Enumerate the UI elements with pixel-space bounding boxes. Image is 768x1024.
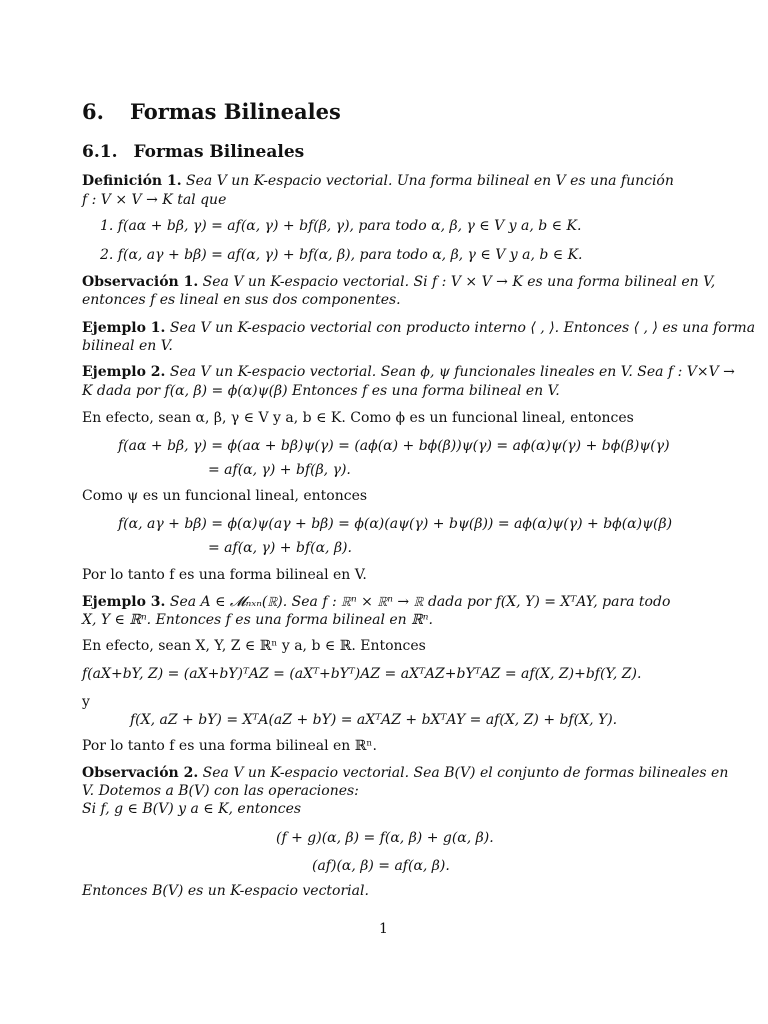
definition-1-line-1 bbox=[82, 172, 674, 190]
observation-label: Observación 1. bbox=[82, 274, 199, 290]
equation: (f + g)(α, β) = f(α, β) + g(α, β). bbox=[276, 830, 494, 846]
observation-2-line-3: Si f, g ∈ B(V) y a ∈ K, entonces bbox=[82, 801, 302, 817]
definition-text: Sea V un K-espacio vectorial. Una forma bilineal en V es una función bbox=[186, 173, 674, 189]
example-1-line-2: bilineal en V. bbox=[82, 338, 173, 354]
conjunction-text: y bbox=[82, 694, 90, 710]
equation: f(aα + bβ, γ) = ϕ(aα + bβ)ψ(γ) = (aϕ(α) + bϕ(β))ψ(γ) = aϕ(α)ψ(γ) + bϕ(β)ψ(γ) bbox=[118, 438, 670, 454]
example-label: Ejemplo 3. bbox=[82, 594, 166, 610]
observation-label: Observación 2. bbox=[82, 765, 199, 781]
proof-paragraph: En efecto, sean X, Y, Z ∈ ℝⁿ y a, b ∈ ℝ. Entonces bbox=[82, 638, 426, 654]
subsection-heading bbox=[82, 141, 304, 163]
proof-conclusion: Por lo tanto f es una forma bilineal en V. bbox=[82, 567, 367, 583]
example-2-line-1 bbox=[82, 363, 735, 381]
observation-1-line-1 bbox=[82, 273, 715, 291]
equation: f(X, aZ + bY) = XᵀA(aZ + bY) = aXᵀAZ + bXᵀAY = af(X, Z) + bf(X, Y). bbox=[130, 712, 618, 728]
example-3-line-1 bbox=[82, 593, 670, 611]
equation: = af(α, γ) + bf(α, β). bbox=[208, 540, 352, 556]
definition-1-line-2: f : V × V → K tal que bbox=[82, 192, 227, 208]
proof-paragraph: Como ψ es un funcional lineal, entonces bbox=[82, 488, 368, 504]
example-text: Sea V un K-espacio vectorial con producto interno ⟨ , ⟩. Entonces ⟨ , ⟩ es una forma bbox=[169, 320, 756, 336]
example-label: Ejemplo 1. bbox=[82, 320, 166, 336]
equation: (af)(α, β) = af(α, β). bbox=[312, 858, 450, 874]
section-heading bbox=[82, 100, 341, 124]
definition-label: Definición 1. bbox=[82, 173, 182, 189]
equation: = af(α, γ) + bf(β, γ). bbox=[208, 462, 351, 478]
section-title: Formas Bilineales bbox=[129, 99, 341, 124]
equation: f(α, aγ + bβ) = ϕ(α)ψ(aγ + bβ) = ϕ(α)(aψ(γ) + bψ(β)) = aϕ(α)ψ(γ) + bϕ(α)ψ(β) bbox=[118, 516, 673, 532]
example-2-line-2: K dada por f(α, β) = ϕ(α)ψ(β) Entonces f es una forma bilineal en V. bbox=[82, 383, 560, 399]
definition-item-2: 2. f(α, aγ + bβ) = af(α, γ) + bf(α, β), para todo α, β, γ ∈ V y a, b ∈ K. bbox=[100, 247, 583, 263]
observation-text: Sea V un K-espacio vectorial. Sea B(V) el conjunto de formas bilineales en bbox=[202, 765, 729, 781]
proof-conclusion: Por lo tanto f es una forma bilineal en ℝⁿ. bbox=[82, 738, 377, 754]
equation: f(aX+bY, Z) = (aX+bY)ᵀAZ = (aXᵀ+bYᵀ)AZ = aXᵀAZ+bYᵀAZ = af(X, Z)+bf(Y, Z). bbox=[82, 666, 642, 682]
example-3-line-2: X, Y ∈ ℝⁿ. Entonces f es una forma bilineal en ℝⁿ. bbox=[82, 612, 433, 628]
subsection-number: 6.1. bbox=[82, 142, 118, 162]
observation-2-line-2: V. Dotemos a B(V) con las operaciones: bbox=[82, 783, 359, 799]
section-number: 6. bbox=[82, 99, 104, 124]
example-label: Ejemplo 2. bbox=[82, 364, 166, 380]
example-text: Sea A ∈ 𝓜ₙₓₙ(ℝ). Sea f : ℝⁿ × ℝⁿ → ℝ dada por f(X, Y) = XᵀAY, para todo bbox=[169, 594, 671, 610]
observation-2-line-4: Entonces B(V) es un K-espacio vectorial. bbox=[82, 883, 369, 899]
subsection-title: Formas Bilineales bbox=[133, 142, 305, 162]
example-text: Sea V un K-espacio vectorial. Sean ϕ, ψ funcionales lineales en V. Sea f : V×V → bbox=[169, 364, 735, 380]
definition-item-1: 1. f(aα + bβ, γ) = af(α, γ) + bf(β, γ), para todo α, β, γ ∈ V y a, b ∈ K. bbox=[100, 218, 582, 234]
page-number: 1 bbox=[379, 921, 388, 937]
observation-1-line-2: entonces f es lineal en sus dos componentes. bbox=[82, 292, 401, 308]
proof-paragraph: En efecto, sean α, β, γ ∈ V y a, b ∈ K. Como ϕ es un funcional lineal, entonces bbox=[82, 410, 634, 426]
observation-text: Sea V un K-espacio vectorial. Si f : V × V → K es una forma bilineal en V, bbox=[202, 274, 716, 290]
observation-2-line-1 bbox=[82, 764, 728, 782]
example-1-line-1 bbox=[82, 319, 755, 337]
